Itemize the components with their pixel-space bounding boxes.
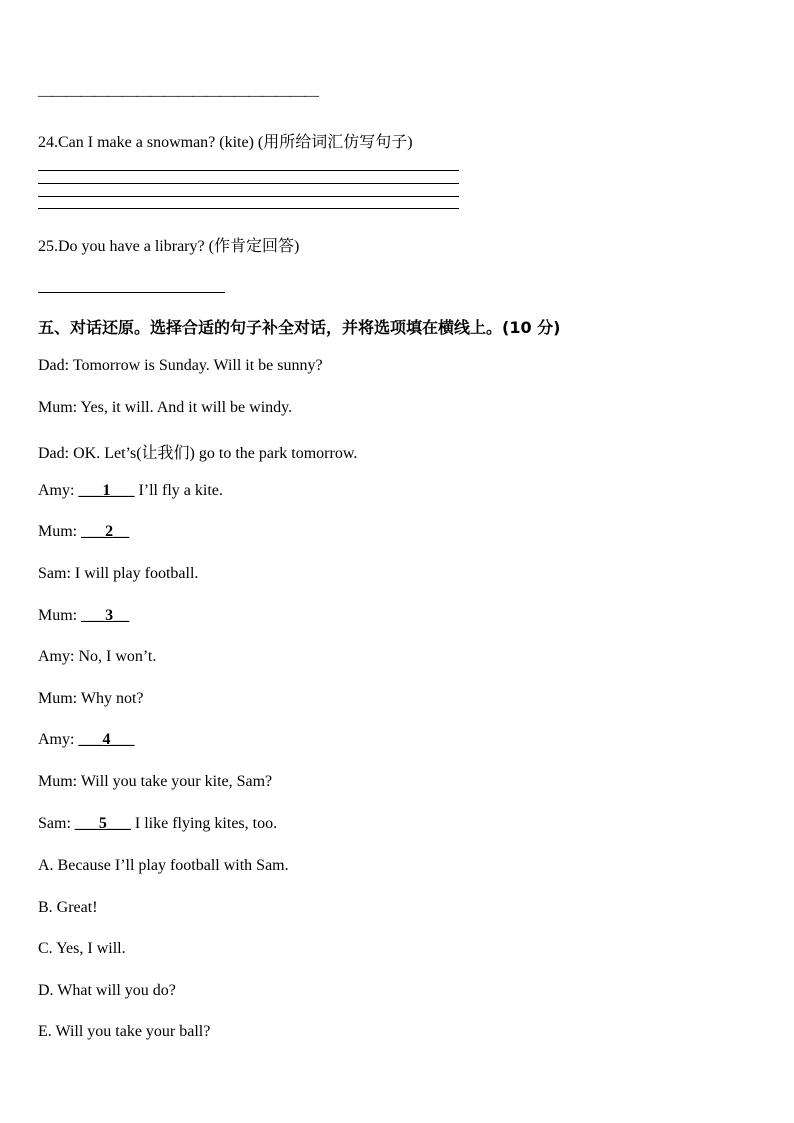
speaker-label: Mum:	[38, 398, 78, 416]
answer-blank[interactable]: ___1___	[78, 481, 135, 499]
question-25: 25.Do you have a library? (作肯定回答)	[38, 238, 300, 255]
dialogue-text: I will play football.	[74, 565, 199, 582]
speaker-label: Sam:	[38, 565, 71, 582]
answer-line-24-2[interactable]	[38, 183, 459, 184]
answer-line-24-4[interactable]	[38, 208, 459, 209]
speaker-label: Amy:	[38, 731, 75, 749]
speaker-label: Sam:	[38, 814, 71, 832]
option-item: B. Great!	[38, 898, 98, 916]
dialogue-text: Tomorrow is Sunday. Will it be sunny?	[72, 357, 323, 374]
answer-blank[interactable]: ___3__	[81, 606, 130, 624]
dialogue-line	[38, 690, 144, 708]
dialogue-line	[38, 648, 156, 666]
dialogue-line	[38, 607, 129, 625]
previous-answer-line: ————————————————————	[38, 88, 318, 104]
dialogue-text: I like flying kites, too.	[134, 814, 278, 832]
dialogue-text: No, I won’t.	[78, 648, 157, 666]
dialogue-line	[38, 523, 129, 541]
answer-line-24-3[interactable]	[38, 196, 459, 197]
speaker-label: Amy:	[38, 648, 75, 666]
answer-blank[interactable]: ___5___	[74, 814, 131, 832]
dialogue-text: I’ll fly a kite.	[138, 481, 223, 499]
section-5-heading: 五、对话还原。选择合适的句子补全对话，并将选项填在横线上。(10 分)	[38, 318, 561, 337]
dialogue-line	[38, 815, 277, 833]
speaker-label: Amy:	[38, 481, 75, 499]
dialogue-text: Will you take your kite, Sam?	[80, 773, 273, 790]
speaker-label: Mum:	[38, 606, 78, 624]
speaker-label: Mum:	[38, 773, 78, 790]
dialogue-line	[38, 440, 357, 463]
answer-blank[interactable]: ___4___	[78, 731, 135, 749]
speaker-label: Mum:	[38, 523, 78, 541]
answer-line-25[interactable]	[38, 292, 225, 293]
dialogue-line	[38, 482, 223, 500]
option-item: A. Because I’ll play football with Sam.	[38, 857, 289, 874]
dialogue-line	[38, 565, 198, 583]
answer-line-24-1[interactable]	[38, 170, 459, 171]
dialogue-line	[38, 357, 323, 375]
option-item: E. Will you take your ball?	[38, 1023, 211, 1041]
answer-blank[interactable]: ___2__	[81, 523, 130, 541]
question-24: 24.Can I make a snowman? (kite) (用所给词汇仿写句子)	[38, 134, 413, 151]
speaker-label: Mum:	[38, 689, 78, 707]
speaker-label: Dad:	[38, 445, 70, 463]
dialogue-line	[38, 731, 134, 749]
dialogue-text: OK. Let’s(让我们) go to the park tomorrow.	[73, 445, 358, 463]
dialogue-line	[38, 399, 292, 417]
speaker-label: Dad:	[38, 357, 70, 374]
dialogue-text: Why not?	[80, 689, 144, 707]
dialogue-line	[38, 773, 272, 791]
dialogue-text: Yes, it will. And it will be windy.	[80, 398, 293, 416]
option-item: D. What will you do?	[38, 981, 176, 999]
option-item: C. Yes, I will.	[38, 940, 126, 958]
